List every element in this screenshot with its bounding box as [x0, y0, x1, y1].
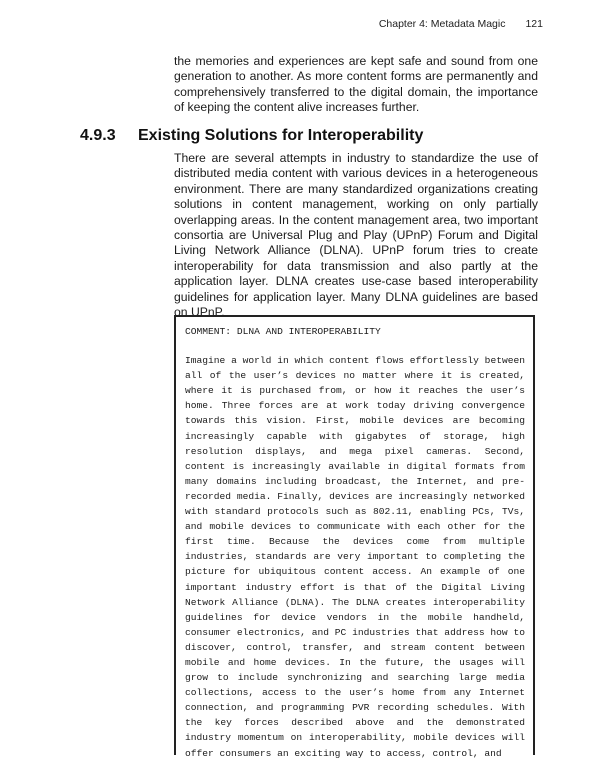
section-title: Existing Solutions for Interoperability — [138, 127, 424, 144]
comment-body: Imagine a world in which content flows effortlessly between all of the user’s devices no matter where it is created, where it is purchased from, or how it reaches the user’s home. Three forces are at work today driving convergence towards this vision. First, mobile devices are becoming increasingly capable with gigabytes of storage, high resolution displays, and mega pixel cameras. Second, content is increasingly available in digital formats from many domains including broadcast, the Internet, and pre-recorded media. Finally, devices are increasingly networked with standard protocols such as 802.11, enabling PCs, TVs, and mobile devices to communicate with each other for the first time. Because the devices come from multiple industries, standards are very important to completing the picture for ubiquitous content access. An example of one important industry effort is that of the Digital Living Network Alliance (DLNA). The DLNA creates interoperability guidelines for device vendors in the mobile handheld, consumer electronics, and PC industries that address how to discover, control, transfer, and stream content between mobile and home devices. In the future, the usages will grow to include synchronizing and searching large media collections, access to the user’s home from any Internet connection, and programming PVR recording schedules. With the key forces described above and the demonstrated industry momentum on interoperability, mobile devices will offer consumers an exciting way to access, control, and — [185, 355, 525, 759]
page-number: 121 — [525, 18, 543, 30]
section-number: 4.9.3 — [80, 127, 116, 144]
comment-box — [174, 315, 535, 759]
section-heading — [80, 127, 423, 145]
chapter-title: Chapter 4: Metadata Magic — [378, 18, 506, 30]
comment-title: COMMENT: DLNA AND INTEROPERABILITY — [185, 326, 381, 337]
section-paragraph: There are several attempts in industry to standardize the use of distributed media content with various devices in a heterogeneous environment. There are many standardized organizations creating solutions in content management, working on only partially overlapping areas. In the content management area, two important consortia are Universal Plug and Play (UPnP) Forum and Digital Living Network Alliance (DLNA). UPnP forum tries to create interoperability for data transmission and also partly at the application layer. DLNA creates use-case based interoperability guidelines for application layer. Many DLNA guidelines are based on UPnP. — [174, 151, 538, 320]
intro-paragraph: the memories and experiences are kept safe and sound from one generation to another. As more content forms are permanently and comprehensively transferred to the digital domain, the importance of keeping the content alive increases further. — [174, 54, 538, 115]
running-head — [379, 18, 543, 30]
